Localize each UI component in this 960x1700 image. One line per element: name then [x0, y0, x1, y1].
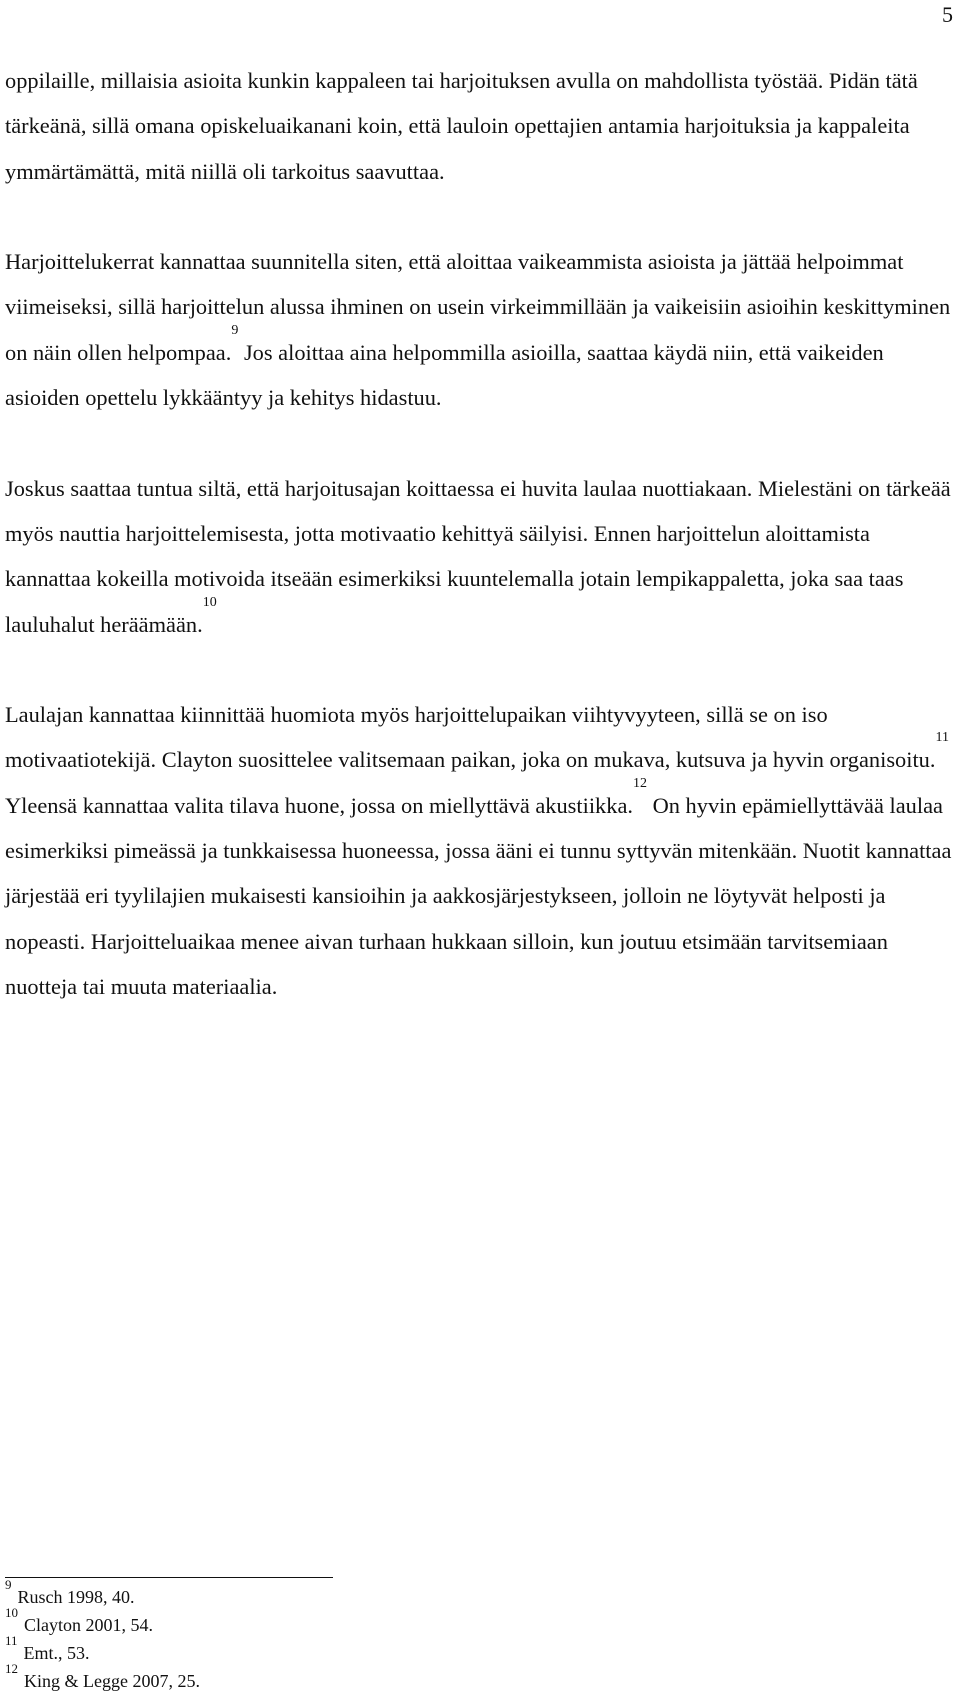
footnotes	[5, 1577, 605, 1695]
paragraph-text: Yleensä kannattaa valita tilava huone, jossa on miellyttävä akustiikka.	[5, 792, 633, 818]
footnote-10	[5, 1605, 605, 1639]
footnote-number: 12	[5, 1661, 18, 1676]
footnote-reference-12: 12	[633, 775, 647, 791]
footnote-9	[5, 1577, 605, 1611]
footnote-11	[5, 1633, 605, 1667]
footnote-reference-9: 9	[231, 322, 239, 338]
paragraph-text: Laulajan kannattaa kiinnittää huomiota myös harjoittelupaikan viihtyvyyteen, sillä se on iso motivaatiotekijä. Clayton suosittelee valitsemaan paikan, joka on mukava, kutsuva ja hyvin organisoitu.	[5, 702, 936, 773]
footnote-text: Rusch 1998, 40.	[17, 1587, 135, 1607]
footnote-number: 10	[5, 1605, 18, 1620]
paragraph-text: On hyvin epämiellyttävää laulaa esimerkiksi pimeässä ja tunkkaisessa huoneessa, jossa ääni ei tunnu syttyvän mitenkään. Nuotit kannattaa järjestää eri tyylilajien mukaisesti kansioihin ja aakkosjärjestykseen, jolloin ne löytyvät helposti ja nopeasti. Harjoitteluaikaa menee aivan turhaan hukkaan silloin, kun joutuu etsimään tarvitsemiaan nuotteja tai muuta materiaalia.	[5, 792, 952, 999]
footnote-number: 11	[5, 1633, 18, 1648]
paragraph-3	[5, 466, 955, 647]
paragraph-text: Joskus saattaa tuntua siltä, että harjoitusajan koittaessa ei huvita laulaa nuottiakaan. Mielestäni on tärkeää myös nauttia harjoittelemisesta, jotta motivaatio kehittyä säilyisi. Ennen harjoittelun aloittamista kannattaa kokeilla motivoida itseään esimerkiksi kuuntelemalla jotain lempikappaletta, joka saa taas lauluhalut heräämään.	[5, 475, 951, 637]
body-text	[5, 58, 955, 1055]
footnote-text: King & Legge 2007, 25.	[24, 1671, 200, 1691]
paragraph-1	[5, 58, 955, 194]
footnote-reference-11: 11	[935, 730, 949, 746]
page-number: 5	[942, 2, 953, 27]
footnote-separator	[5, 1577, 333, 1578]
footnote-12	[5, 1661, 605, 1695]
paragraph-text: Harjoittelukerrat kannattaa suunnitella siten, että aloittaa vaikeammista asioista ja jättää helpoimmat viimeiseksi, sillä harjoittelun alussa ihminen on usein virkeimmillään ja vaikeisiin asioihin keskittyminen on näin ollen helpompaa.	[5, 249, 951, 365]
paragraph-text: Jos aloittaa aina helpommilla asioilla, saattaa käydä niin, että vaikeiden asioiden opettelu lykkääntyy ja kehitys hidastuu.	[5, 339, 884, 411]
footnote-text: Clayton 2001, 54.	[24, 1615, 153, 1635]
paragraph-2	[5, 239, 955, 420]
footnote-reference-10: 10	[202, 594, 217, 610]
paragraph-4	[5, 692, 955, 1009]
paragraph-text: oppilaille, millaisia asioita kunkin kappaleen tai harjoituksen avulla on mahdollista työstää. Pidän tätä tärkeänä, sillä omana opiskeluaikanani koin, että lauloin opettajien antamia harjoituksia ja kappaleita ymmärtämättä, mitä niillä oli tarkoitus saavuttaa.	[5, 68, 918, 184]
footnote-text: Emt., 53.	[23, 1643, 90, 1663]
footnote-number: 9	[5, 1577, 12, 1592]
